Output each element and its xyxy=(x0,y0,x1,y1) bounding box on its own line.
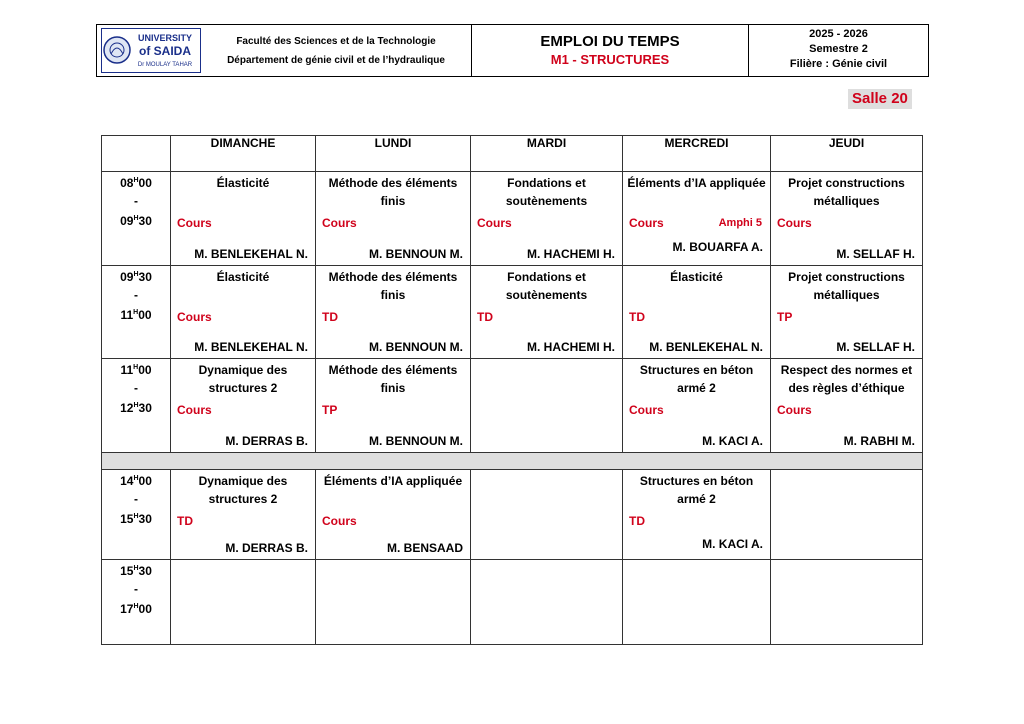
course-room: Amphi 5 xyxy=(718,217,762,229)
course-type: Cours xyxy=(629,403,664,417)
course-professor: M. BENSAAD xyxy=(386,541,463,555)
slot-start: $09^H30$ xyxy=(120,270,152,284)
course-subject: Éléments d’IA appliquée xyxy=(627,176,766,190)
day-header-row xyxy=(102,136,923,172)
course-cell-inner xyxy=(471,268,622,358)
course-subject: Dynamique des structures 2 xyxy=(198,363,288,395)
course-cell xyxy=(171,359,316,453)
course-professor: M. HACHEMI H. xyxy=(527,340,615,354)
course-cell xyxy=(471,470,623,560)
time-slot xyxy=(102,470,171,560)
header-box xyxy=(96,24,929,77)
course-cell xyxy=(171,172,316,266)
university-logo xyxy=(101,28,201,73)
course-professor: M. BENNOUN M. xyxy=(369,340,463,354)
timetable-row xyxy=(102,359,923,453)
hour-mark: H xyxy=(133,177,139,184)
course-subject: Élasticité xyxy=(216,176,270,190)
day-header-lundi: LUNDI xyxy=(316,136,471,172)
hour-mark: H xyxy=(133,364,139,371)
day-header-mardi: MARDI xyxy=(471,136,623,172)
course-cell-inner xyxy=(316,472,470,559)
timetable-row xyxy=(102,266,923,359)
course-cell-inner xyxy=(623,268,770,358)
course-subject: Structures en béton armé 2 xyxy=(639,474,754,506)
semester: Semestre 2 xyxy=(809,43,868,55)
course-cell xyxy=(771,266,923,359)
course-cell xyxy=(171,560,316,645)
day-header-mercredi: MERCREDI xyxy=(623,136,771,172)
slot-end: $09^H30$ xyxy=(120,214,152,228)
slot-start: $15^H30$ xyxy=(120,564,152,578)
svg-text:Dr MOULAY TAHAR: Dr MOULAY TAHAR xyxy=(137,62,193,68)
hour-mark: H xyxy=(133,603,139,610)
course-cell-inner xyxy=(771,268,922,358)
timetable-row xyxy=(102,560,923,645)
course-subject: Fondations et soutènements xyxy=(505,176,588,208)
slot-dash: - xyxy=(134,582,138,596)
hour-mark: H xyxy=(133,402,139,409)
course-professor: M. RABHI M. xyxy=(843,434,915,448)
course-cell xyxy=(623,470,771,560)
course-cell xyxy=(471,266,623,359)
hour-mark: H xyxy=(133,513,139,520)
course-type: Cours xyxy=(777,403,812,417)
course-professor: M. KACI A. xyxy=(702,537,763,551)
department-name: Département de génie civil et de l’hydraulique xyxy=(227,54,445,66)
course-cell xyxy=(771,172,923,266)
course-cell xyxy=(316,470,471,560)
document-subtitle: M1 - STRUCTURES xyxy=(550,52,670,67)
timetable-row xyxy=(102,470,923,560)
course-type: TD xyxy=(477,310,493,324)
corner-cell xyxy=(102,136,171,172)
time-slot xyxy=(102,359,171,453)
course-cell-inner xyxy=(171,472,315,559)
course-cell xyxy=(316,359,471,453)
course-type: Cours xyxy=(177,403,212,417)
slot-start: $08^H00$ xyxy=(120,176,152,190)
course-subject: Projet constructions métalliques xyxy=(788,176,905,208)
course-cell xyxy=(171,266,316,359)
header-right xyxy=(749,25,928,76)
slot-end: $12^H30$ xyxy=(120,401,152,415)
course-subject: Dynamique des structures 2 xyxy=(198,474,288,506)
time-slot xyxy=(102,560,171,645)
hour-mark: H xyxy=(133,565,139,572)
course-cell-inner xyxy=(771,174,922,265)
hour-mark: H xyxy=(133,215,139,222)
empty-cell xyxy=(171,560,315,644)
academic-year: 2025 - 2026 xyxy=(809,28,868,40)
course-cell xyxy=(623,560,771,645)
course-cell-inner xyxy=(471,174,622,265)
course-professor: M. BENLEKEHAL N. xyxy=(194,247,308,261)
course-type: Cours xyxy=(322,216,357,230)
svg-text:UNIVERSITY: UNIVERSITY xyxy=(137,33,193,43)
empty-cell xyxy=(623,560,770,644)
empty-cell xyxy=(771,470,922,557)
course-type: Cours xyxy=(177,310,212,324)
empty-cell xyxy=(471,359,622,450)
course-professor: M. SELLAF H. xyxy=(836,247,915,261)
timetable-row xyxy=(102,172,923,266)
lunch-break-cell xyxy=(102,453,923,470)
empty-cell xyxy=(316,560,470,644)
slot-dash: - xyxy=(134,194,138,208)
course-subject: Projet constructions métalliques xyxy=(788,270,905,302)
course-cell xyxy=(771,359,923,453)
empty-cell xyxy=(771,560,922,644)
day-header-dimanche: DIMANCHE xyxy=(171,136,316,172)
course-cell xyxy=(471,359,623,453)
course-subject: Méthode des éléments finis xyxy=(328,363,458,395)
lunch-break-row xyxy=(102,453,923,470)
course-subject: Éléments d’IA appliquée xyxy=(323,474,463,488)
course-subject: Méthode des éléments finis xyxy=(328,270,458,302)
course-cell xyxy=(623,359,771,453)
course-professor: M. DERRAS B. xyxy=(225,434,308,448)
course-subject: Respect des normes et des règles d’éthique xyxy=(780,363,913,395)
course-professor: M. BOUARFA A. xyxy=(672,240,763,254)
course-type: Cours xyxy=(629,216,664,230)
course-type: Cours xyxy=(177,216,212,230)
slot-dash: - xyxy=(134,492,138,506)
slot-end: $17^H00$ xyxy=(120,602,152,616)
course-type: TD xyxy=(629,514,645,528)
course-subject: Fondations et soutènements xyxy=(505,270,588,302)
timetable xyxy=(101,135,923,645)
course-cell xyxy=(316,266,471,359)
course-cell xyxy=(316,172,471,266)
header-left xyxy=(97,25,472,76)
course-type: Cours xyxy=(477,216,512,230)
course-subject: Élasticité xyxy=(670,270,723,284)
hour-mark: H xyxy=(133,271,139,278)
course-cell xyxy=(623,172,771,266)
course-cell-inner xyxy=(623,174,770,265)
empty-cell xyxy=(471,560,622,644)
course-cell-inner xyxy=(316,361,470,452)
institution-block xyxy=(201,32,471,70)
course-type: TD xyxy=(322,310,338,324)
course-type: TD xyxy=(177,514,193,528)
hour-mark: H xyxy=(133,309,139,316)
course-cell xyxy=(623,266,771,359)
course-type: TP xyxy=(777,310,793,324)
slot-dash: - xyxy=(134,288,138,302)
course-cell-inner xyxy=(171,268,315,358)
course-type: Cours xyxy=(777,216,812,230)
course-type: Cours xyxy=(322,514,357,528)
course-cell xyxy=(171,470,316,560)
course-cell xyxy=(471,172,623,266)
course-type: TP xyxy=(322,403,338,417)
course-subject: Structures en béton armé 2 xyxy=(639,363,754,395)
course-cell-inner xyxy=(316,174,470,265)
course-cell xyxy=(771,560,923,645)
course-cell xyxy=(316,560,471,645)
day-header-jeudi: JEUDI xyxy=(771,136,923,172)
svg-text:of SAIDA: of SAIDA xyxy=(139,44,191,58)
document-title: EMPLOI DU TEMPS xyxy=(540,33,680,50)
slot-start: $14^H00$ xyxy=(120,474,152,488)
header-middle xyxy=(472,25,749,76)
slot-start: $11^H00$ xyxy=(120,363,152,377)
faculty-name: Faculté des Sciences et de la Technologie xyxy=(236,35,436,47)
time-slot xyxy=(102,172,171,266)
course-cell xyxy=(771,470,923,560)
course-subject: Méthode des éléments finis xyxy=(328,176,458,208)
course-cell-inner xyxy=(623,472,770,559)
course-cell xyxy=(471,560,623,645)
course-subject: Élasticité xyxy=(216,270,270,284)
course-professor: M. BENLEKEHAL N. xyxy=(649,340,763,354)
course-cell-inner xyxy=(623,361,770,452)
course-cell-inner xyxy=(171,361,315,452)
course-professor: M. BENNOUN M. xyxy=(369,247,463,261)
university-logo-graphic xyxy=(101,28,201,73)
course-professor: M. DERRAS B. xyxy=(225,541,308,555)
slot-dash: - xyxy=(134,381,138,395)
empty-cell xyxy=(471,470,622,557)
slot-end: $11^H00$ xyxy=(120,308,152,322)
slot-end: $15^H30$ xyxy=(120,512,152,526)
course-professor: M. BENNOUN M. xyxy=(369,434,463,448)
course-professor: M. KACI A. xyxy=(702,434,763,448)
hour-mark: H xyxy=(133,475,139,482)
time-slot xyxy=(102,266,171,359)
course-professor: M. SELLAF H. xyxy=(836,340,915,354)
course-type: TD xyxy=(629,310,645,324)
course-cell-inner xyxy=(171,174,315,265)
filiere: Filière : Génie civil xyxy=(789,58,888,70)
course-professor: M. BENLEKEHAL N. xyxy=(194,340,308,354)
course-cell-inner xyxy=(771,361,922,452)
course-cell-inner xyxy=(316,268,470,358)
course-professor: M. HACHEMI H. xyxy=(527,247,615,261)
room-label: Salle 20 xyxy=(848,89,912,109)
